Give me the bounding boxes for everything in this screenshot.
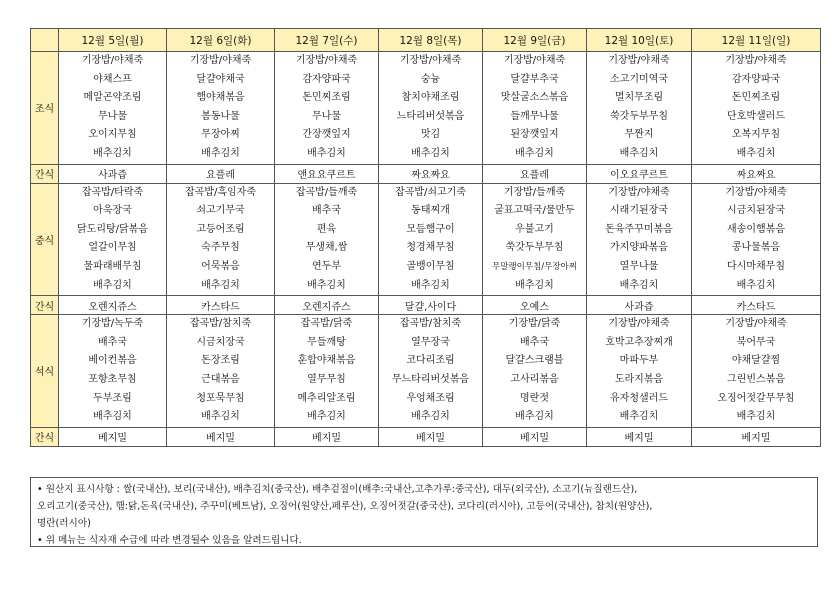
menu-cell	[59, 315, 167, 428]
menu-item: 기장밥/야채죽	[725, 186, 787, 198]
menu-item: 도라지볶음	[614, 373, 664, 385]
snack-cell: 짜요짜요	[692, 164, 821, 183]
menu-item: 코다리조림	[406, 355, 455, 367]
menu-item: 배추김치	[736, 279, 776, 291]
menu-item: 기장밥/야채죽	[399, 55, 462, 66]
menu-item: 얼갈이무침	[88, 242, 137, 254]
menu-item: 배추김치	[411, 411, 450, 423]
menu-item: 야채달걀찜	[731, 355, 781, 367]
menu-item: 배추국	[520, 336, 549, 348]
snack-cell: 베지밀	[59, 427, 167, 446]
menu-item: 배추김치	[619, 279, 659, 291]
note-line: 오리고기(중국산), 햄:닭,돈육(국내산), 주꾸미(베트남), 오징어(원양산,페루산), 오징어젓갈(중국산), 코다리(러시아), 고등어(국내산), 참치(원양산),	[37, 501, 653, 512]
menu-cell	[587, 52, 692, 165]
menu-item: 시금치된장국	[727, 205, 785, 217]
menu-item: 모듬햄구이	[406, 223, 455, 235]
meal-label: 간식	[31, 296, 59, 315]
menu-item: 느타리버섯볶음	[396, 110, 465, 122]
menu-cell	[483, 52, 587, 165]
menu-cell	[692, 315, 821, 428]
menu-item: 연두부	[312, 260, 341, 272]
menu-item: 멸치무조림	[614, 92, 664, 104]
menu-cell	[379, 183, 483, 296]
menu-item: 돈민찌조림	[302, 92, 351, 104]
header-corner	[31, 29, 59, 52]
menu-cell	[167, 52, 275, 165]
menu-item: 소고기미역국	[610, 73, 668, 85]
menu-item: 잡곡밥/타락죽	[81, 186, 144, 198]
menu-item: 근대볶음	[201, 373, 240, 385]
menu-item: 무나물	[312, 110, 341, 122]
menu-item: 그린빈스볶음	[727, 373, 785, 385]
menu-item: 기장밥/들깨죽	[503, 186, 566, 198]
menu-item: 배추김치	[736, 411, 776, 423]
menu-item: 배추김치	[307, 411, 346, 423]
menu-item: 단호박샐러드	[727, 110, 785, 122]
snack-cell: 오렌지쥬스	[275, 296, 379, 315]
menu-item: 배추김치	[93, 147, 132, 159]
day-header-row	[31, 29, 821, 52]
snack-row-2	[31, 296, 821, 315]
menu-item: 배추김치	[201, 279, 240, 291]
menu-item: 북어무국	[736, 336, 776, 348]
menu-item: 배추김치	[619, 147, 659, 159]
menu-item: 기장밥/녹두죽	[81, 318, 144, 330]
menu-item: 기장밥/야채죽	[725, 318, 787, 330]
menu-item: 유자청샐러드	[610, 392, 668, 404]
menu-cell	[59, 183, 167, 296]
snack-row-1	[31, 164, 821, 183]
menu-item: 봄동나물	[201, 110, 240, 122]
menu-item: 골뱅이무침	[406, 260, 455, 272]
menu-item: 배추김치	[515, 279, 554, 291]
menu-item: 명란젓	[520, 392, 549, 404]
menu-item: 배추국	[98, 336, 127, 348]
snack-cell: 베지밀	[587, 427, 692, 446]
snack-cell: 짜요짜요	[379, 164, 483, 183]
snack-cell: 요플레	[167, 164, 275, 183]
menu-item: 배추김치	[307, 147, 346, 159]
note-line: • 위 메뉴는 식자재 수급에 따라 변경될수 있음을 알려드립니다.	[37, 535, 302, 546]
menu-item: 닭도리탕/닭볶음	[77, 223, 148, 235]
menu-item: 마파두부	[619, 355, 659, 367]
menu-item: 숭늉	[420, 73, 441, 85]
menu-cell	[379, 52, 483, 165]
menu-item: 들깨무나물	[510, 110, 559, 122]
menu-item: 달걀야채국	[196, 73, 245, 85]
menu-item: 메알곤약조림	[83, 92, 142, 104]
note-line: • 원산지 표시사항 : 쌀(국내산), 보리(국내산), 배추김치(중국산), 배추겉절이(배추:국내산,고추가루:중국산), 대두(외국산), 소고기(뉴질랜드산),	[37, 484, 638, 495]
snack-cell: 오렌지쥬스	[59, 296, 167, 315]
snack-cell: 앤요요쿠르트	[275, 164, 379, 183]
snack-cell: 베지밀	[167, 427, 275, 446]
menu-cell	[167, 183, 275, 296]
dinner-row	[31, 315, 821, 428]
menu-item: 숙주무침	[201, 242, 240, 254]
menu-item: 배추김치	[93, 279, 132, 291]
menu-item: 기장밥/닭죽	[508, 318, 561, 330]
menu-cell	[379, 315, 483, 428]
menu-item: 배추김치	[515, 411, 554, 423]
snack-cell: 카스타드	[692, 296, 821, 315]
menu-item: 간장깻잎지	[302, 129, 351, 141]
menu-item: 달걀부추국	[510, 73, 559, 85]
menu-item: 잡곡밥/쇠고기죽	[395, 186, 466, 198]
snack-cell: 달걀,사이다	[379, 296, 483, 315]
menu-item: 콩나물볶음	[731, 242, 781, 254]
day-header: 12월 6일(화)	[167, 29, 275, 52]
menu-item: 물파래배무침	[83, 260, 142, 272]
menu-item: 오복지무침	[731, 129, 781, 141]
menu-item: 쇠고기무국	[196, 205, 245, 217]
menu-item: 무생채,쌈	[305, 242, 348, 254]
menu-item: 햄야채볶음	[196, 92, 245, 104]
menu-item: 어묵볶음	[201, 260, 240, 272]
day-header: 12월 9일(금)	[483, 29, 587, 52]
menu-cell	[587, 315, 692, 428]
menu-item: 호박고추장찌개	[605, 336, 673, 348]
menu-item: 무말랭이무침/무장아찌	[492, 261, 577, 272]
menu-cell	[275, 315, 379, 428]
menu-item: 잡곡밥/참치죽	[399, 318, 462, 330]
menu-item: 두부조림	[93, 392, 132, 404]
meal-label: 간식	[31, 427, 59, 446]
menu-item: 무들깨탕	[307, 336, 346, 348]
menu-item: 무장아찌	[201, 129, 240, 141]
menu-item: 무나물	[98, 110, 127, 122]
menu-item: 감자양파국	[302, 73, 351, 85]
meal-label: 석식	[31, 315, 59, 428]
snack-cell: 이오요쿠르트	[587, 164, 692, 183]
menu-item: 잡곡밥/참치죽	[189, 318, 252, 330]
menu-item: 달걀스크램블	[505, 355, 564, 367]
menu-item: 굴표고떡국/물만두	[494, 205, 575, 217]
lunch-row	[31, 183, 821, 296]
snack-cell: 베지밀	[275, 427, 379, 446]
menu-item: 야채스프	[93, 73, 132, 85]
menu-item: 오이지무침	[88, 129, 137, 141]
menu-item: 편육	[316, 223, 337, 235]
menu-item: 동태찌개	[411, 205, 450, 217]
menu-item: 열무나물	[619, 260, 659, 272]
notes-box	[30, 477, 818, 547]
menu-item: 열무장국	[411, 336, 450, 348]
menu-item: 무짠지	[624, 129, 654, 141]
menu-item: 잡곡밥/들깨죽	[295, 186, 358, 198]
menu-item: 훈합야채볶음	[297, 355, 356, 367]
menu-item: 잡곡밥/닭죽	[300, 318, 353, 330]
menu-item: 베이컨볶음	[88, 355, 137, 367]
menu-item: 우불고기	[515, 223, 554, 235]
menu-cell	[483, 315, 587, 428]
menu-item: 배추김치	[736, 147, 776, 159]
menu-item: 포항초무침	[88, 373, 137, 385]
menu-item: 맛김	[420, 129, 441, 141]
menu-item: 기장밥/야채죽	[295, 55, 358, 66]
menu-cell	[692, 52, 821, 165]
menu-item: 쑥갓두부무침	[610, 110, 668, 122]
snack-cell: 사과즙	[587, 296, 692, 315]
menu-item: 무느타리버섯볶음	[391, 373, 470, 385]
menu-item: 시래기된장국	[610, 205, 668, 217]
menu-item: 배추김치	[411, 279, 450, 291]
snack-cell: 베지밀	[379, 427, 483, 446]
menu-item: 우엉채조림	[406, 392, 455, 404]
menu-item: 다시마채무침	[727, 260, 785, 272]
menu-item: 잡곡밥/흑임자죽	[185, 186, 256, 198]
menu-item: 기장밥/야채죽	[503, 55, 566, 66]
menu-item: 된장깻잎지	[510, 129, 559, 141]
menu-item: 기장밥/야채죽	[608, 318, 670, 330]
snack-cell: 베지밀	[483, 427, 587, 446]
menu-item: 아욱장국	[93, 205, 132, 217]
snack-row-3	[31, 427, 821, 446]
menu-item: 시금치장국	[196, 336, 245, 348]
menu-item: 돈민찌조림	[731, 92, 781, 104]
menu-item: 기장밥/야채죽	[725, 55, 787, 66]
menu-item: 배추김치	[515, 147, 554, 159]
menu-item: 기장밥/야채죽	[81, 55, 144, 66]
day-header: 12월 7일(수)	[275, 29, 379, 52]
menu-item: 고등어조림	[196, 223, 245, 235]
menu-item: 메추리알조림	[297, 392, 356, 404]
menu-item: 기장밥/야채죽	[608, 186, 670, 198]
snack-cell: 베지밀	[692, 427, 821, 446]
menu-cell	[275, 52, 379, 165]
menu-cell	[59, 52, 167, 165]
breakfast-row	[31, 52, 821, 165]
snack-cell: 사과즙	[59, 164, 167, 183]
menu-item: 배추국	[312, 205, 341, 217]
day-header: 12월 10일(토)	[587, 29, 692, 52]
menu-item: 새송이햄볶음	[727, 223, 785, 235]
snack-cell: 카스타드	[167, 296, 275, 315]
menu-item: 감자양파국	[731, 73, 781, 85]
menu-item: 쑥갓두부무침	[505, 242, 564, 254]
menu-item: 돈육주꾸미볶음	[605, 223, 673, 235]
menu-item: 배추김치	[411, 147, 450, 159]
menu-item: 배추김치	[619, 411, 659, 423]
menu-item: 기장밥/야채죽	[189, 55, 252, 66]
menu-item: 배추김치	[307, 279, 346, 291]
menu-cell	[275, 183, 379, 296]
menu-item: 청포묵무침	[196, 392, 245, 404]
weekly-menu-table	[30, 28, 821, 447]
menu-item: 열무무침	[307, 373, 346, 385]
menu-cell	[587, 183, 692, 296]
menu-item: 청경채무침	[406, 242, 455, 254]
menu-cell	[692, 183, 821, 296]
menu-item: 오징어젓갈무무침	[717, 392, 795, 404]
menu-item: 배추김치	[201, 411, 240, 423]
menu-item: 참치야채조림	[401, 92, 460, 104]
meal-label: 조식	[31, 52, 59, 165]
day-header: 12월 11일(일)	[692, 29, 821, 52]
menu-item: 배추김치	[201, 147, 240, 159]
day-header: 12월 8일(목)	[379, 29, 483, 52]
note-line: 명란(러시아)	[37, 518, 91, 529]
menu-item: 기장밥/야채죽	[608, 55, 670, 66]
snack-cell: 요플레	[483, 164, 587, 183]
day-header: 12월 5일(월)	[59, 29, 167, 52]
meal-label: 간식	[31, 164, 59, 183]
menu-item: 돈장조림	[201, 355, 240, 367]
menu-item: 가지양파볶음	[610, 242, 668, 254]
snack-cell: 오예스	[483, 296, 587, 315]
menu-cell	[483, 183, 587, 296]
meal-label: 중식	[31, 183, 59, 296]
menu-cell	[167, 315, 275, 428]
menu-item: 배추김치	[93, 411, 132, 423]
menu-item: 고사리볶음	[510, 373, 559, 385]
menu-item: 맛살굴소스볶음	[500, 92, 569, 104]
